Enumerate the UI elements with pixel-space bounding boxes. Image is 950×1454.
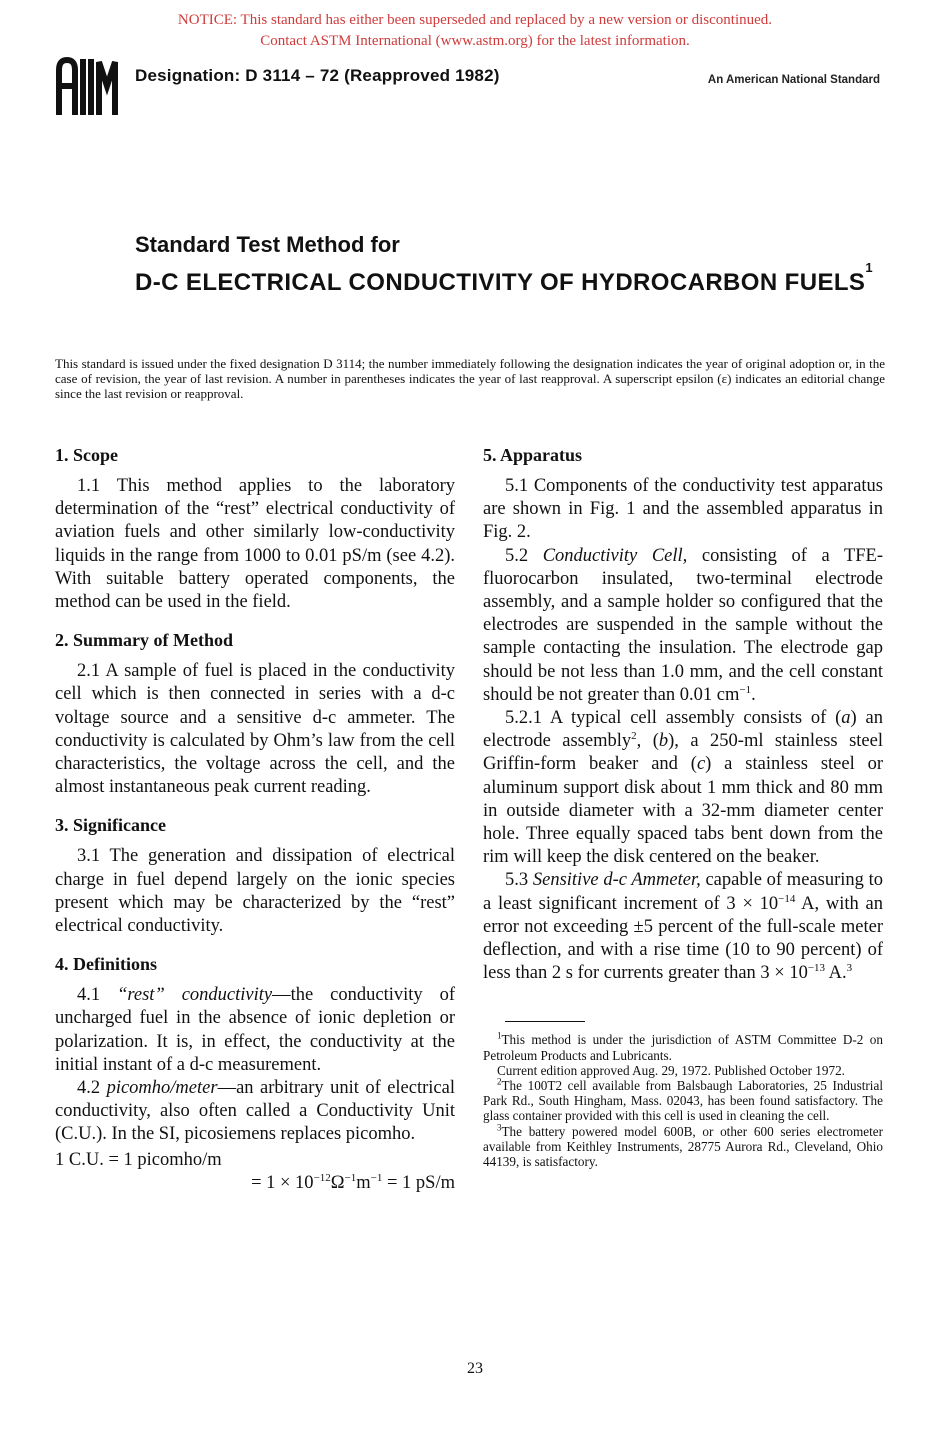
paragraph: 1.1 This method applies to the laboratory determination of the “rest” electrical conductivity of aviation fuels and other similarly low-conductivity liquids in the range from 1000 to 0.01 pS/m (see 4.2). With suitable battery operated components, the method can be used in the field. <box>55 476 455 613</box>
section-heading: 2. Summary of Method <box>55 630 233 651</box>
issued-note: This standard is issued under the fixed designation D 3114; the number immediately following the designation indicates the year of original adoption or, in the case of revision, the year of last revision. A number in parentheses indicates the year of last reapproval. A superscript epsilon (ε) indicates an editorial change since the last revision or reapproval. <box>55 356 885 401</box>
logo-text: ASTM <box>55 56 58 57</box>
section-summary <box>55 629 455 799</box>
paragraph: 3.1 The generation and dissipation of electrical charge in fuel depend largely on the ionic species present which may be characterized by the “rest” electrical conductivity. <box>55 846 455 937</box>
designation: Designation: D 3114 – 72 (Reapproved 1982) <box>135 66 500 85</box>
paragraph: 4.1 “rest” conductivity—the conductivity of uncharged fuel in the absence of ionic depletion or polarization. It is, in effect, the conductivity at the initial instant of a d-c measurement. <box>55 985 456 1075</box>
notice-line-1: NOTICE: This standard has either been superseded and replaced by a new version or discontinued. <box>177 12 773 28</box>
paragraph: 5.2.1 A typical cell assembly consists of (a) an electrode assembly$^2$, (b), a 250-ml stainless steel Griffin-form beaker and (c) a stainless steel or aluminum support disk about 1 mm thick and 80 mm in outside diameter with a 32-mm diameter center hole. Three equally spaced tabs bent down from the rim will keep the disk centered on the beaker. <box>483 708 884 868</box>
title-line-1: Standard Test Method for <box>135 232 400 257</box>
notice-line-2: Contact ASTM International (www.astm.org) for the latest information. <box>260 33 690 49</box>
footnote-1b: Current edition approved Aug. 29, 1972. Published October 1972. <box>497 1062 845 1078</box>
paragraph: 4.2 picomho/meter—an arbitrary unit of electrical conductivity, also often called a Conductivity Unit (C.U.). In the SI, picosiemens replaces picomho. <box>55 1078 455 1145</box>
section-apparatus <box>483 444 883 985</box>
footnote-divider <box>505 1021 585 1022</box>
defined-term: “rest” conductivity <box>117 985 273 1006</box>
section-significance <box>55 814 455 938</box>
footnote-ref[interactable]: 3 <box>846 962 853 975</box>
title-footnote-ref[interactable]: 1 <box>865 260 873 275</box>
footnote-3: $^3$The battery powered model 600B, or other 600 series electrometer available from Keithley Instruments, 28775 Aurora Rd., Cleveland, Ohio 44139, is satisfactory. <box>483 1122 883 1170</box>
left-column <box>55 444 455 1210</box>
footnote-2: $^2$The 100T2 cell available from Balsbaugh Laboratories, 25 Industrial Park Rd., South Hingham, Mass. 02043, has been found satisfactory. The glass container provided with this cell is used in cleaning the cell. <box>483 1076 883 1124</box>
footnote-1: $^1$This method is under the jurisdiction of ASTM Committee D-2 on Petroleum Products and Lubricants. <box>483 1031 883 1063</box>
astm-logo-icon <box>55 56 121 116</box>
section-definitions <box>55 953 455 1195</box>
defined-term: picomho/meter <box>106 1078 218 1099</box>
american-national-standard: An American National Standard <box>707 74 880 86</box>
equation-line-2: = $1 \times 10^{-12}\Omega^{-1}m^{-1} = 1$ pS/m <box>251 1171 455 1193</box>
paragraph: 5.2 Conductivity Cell, consisting of a TFE-fluorocarbon insulated, two-terminal electrode assembly, and a sample holder so configured that the electrodes are suspended in the sample without the sample contacting the insulation. The electrode gap should be not less than 1.0 mm, and the cell constant should be not greater than 0.01 $cm^{-1}$. <box>483 545 883 705</box>
paragraph: 2.1 A sample of fuel is placed in the conductivity cell which is then connected in series with a d-c voltage source and a sensitive d-c ammeter. The conductivity is calculated by Ohm’s law from the cell characteristics, the voltage across the cell, and the almost instantaneous peak current reading. <box>55 661 455 798</box>
paragraph: 5.3 Sensitive d-c Ammeter, capable of measuring to a least significant increment of $3 \times 10^{-14}$ A, with an error not exceeding ±5 percent of the full-scale meter deflection, and with a rise time (10 to 90 percent) of less than 2 s for currents greater than $3 \times 10^{-13}$ A.$^3$ <box>483 870 883 984</box>
defined-term: Sensitive d-c Ammeter, <box>532 870 701 891</box>
title-line-2: D-C ELECTRICAL CONDUCTIVITY OF HYDROCARBON FUELS <box>135 269 866 296</box>
page-number: 23 <box>467 1360 483 1377</box>
paragraph: 5.1 Components of the conductivity test apparatus are shown in Fig. 1 and the assembled apparatus in Fig. 2. <box>483 476 883 543</box>
equation-line-1: 1 C.U. = 1 picomho/m <box>55 1149 222 1170</box>
section-heading: 1. Scope <box>55 445 118 465</box>
section-scope <box>55 444 455 614</box>
section-heading: 3. Significance <box>55 815 166 836</box>
defined-term: Conductivity Cell, <box>542 545 688 566</box>
section-heading: 4. Definitions <box>55 954 158 975</box>
page-title <box>135 260 875 300</box>
right-column <box>483 444 883 1169</box>
footnote-ref[interactable]: 2 <box>631 730 637 743</box>
footnotes <box>483 1032 883 1169</box>
section-heading: 5. Apparatus <box>483 445 583 465</box>
